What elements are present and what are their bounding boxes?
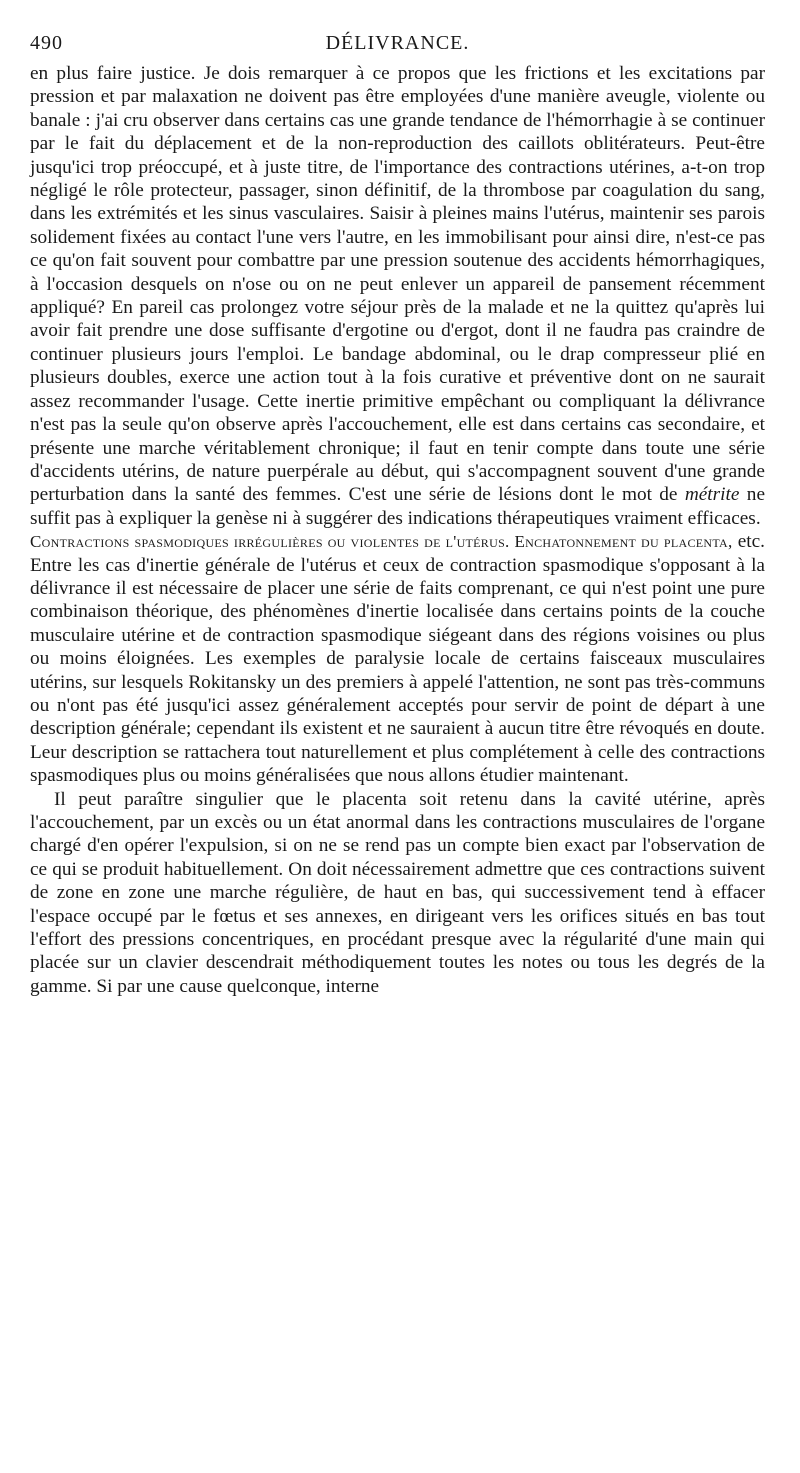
running-head [30,26,765,58]
paragraph-text-end: ne suffit pas à expliquer la genèse ni à suggérer des indications thérapeutiques vraiment efficaces. [30,484,765,529]
section-heading: Contractions spasmodiques irrégulières ou violentes de l'utérus. Enchatonnement du placenta, [30,532,733,552]
running-title: DÉLIVRANCE. [325,32,470,54]
paragraph [30,788,765,999]
paragraph-text: Entre les cas d'inertie générale de l'utérus et ceux de contraction spasmodique s'opposant à la délivrance il est nécessaire de placer une série de faits comprenant, ce qui n'est point une pure combinaison théorique, des phénomènes d'inertie localisée dans certains points de la couche musculaire utérine et de contraction spasmodique siégeant dans des régions voisines ou plus ou moins éloignées. Les exemples de paralysie locale de certains faisceaux musculaires utérins, sur lesquels Rokitansky un des premiers à appelé l'attention, ne sont pas très-communs ou n'ont pas été jusqu'ici assez généralement acceptés pour servir de point de départ à une description générale; cependant ils existent et ne sauraient à aucun titre être révoqués en doute. Leur description se rattachera tout naturellement et plus complétement à celle des contractions spasmodiques plus ou moins généralisées que nous allons étudier maintenant. [30,554,765,787]
paragraph-continuation [30,62,765,530]
page-number: 490 [30,32,63,54]
italic-term: métrite [684,484,740,506]
section-heading-tail: etc. [737,531,765,553]
book-page [30,26,765,998]
paragraph-text: en plus faire justice. Je dois remarquer à ce propos que les frictions et les excitations par pression et par malaxation ne doivent pas être employées d'une manière aveugle, violente ou banale : j'ai cru observer dans certains cas une grande tendance de l'hémorrhagie à se continuer par le fait du déplacement et de la non-reproduction des caillots oblitérateurs. Peut-être jusqu'ici trop préoccupé, et à juste titre, de l'importance des contractions utérines, a-t-on trop négligé le rôle protecteur, passager, sinon définitif, de la thrombose par coagulation du sang, dans les extrémités et les sinus vasculaires. Saisir à pleines mains l'utérus, maintenir ses parois solidement fixées au contact l'une vers l'autre, en les immobilisant pour ainsi dire, n'est-ce pas ce qu'on fait souvent pour combattre par une pression soutenue des accidents hémorrhagiques, à l'occasion desquels on n'ose ou on ne peut enlever un appareil de pansement récemment appliqué? En pareil cas prolongez votre séjour près de la malade et ne la quittez qu'après lui avoir fait prendre une dose suffisante d'ergotine ou d'ergot, dont il ne faudra pas craindre de continuer plusieurs jours l'emploi. Le bandage abdominal, ou le drap compresseur plié en plusieurs doubles, exerce une action tout à la fois curative et préventive dont on ne saurait assez recommander l'usage. Cette inertie primitive empêchant ou compliquant la délivrance n'est pas la seule qu'on observe après l'accouchement, elle est dans certains cas secondaire, et présente une marche véritablement chronique; il faut en tenir compte dans toute une série d'accidents utérins, de nature puerpérale au début, qui s'accompagnent souvent d'une grande perturbation dans la santé des femmes. C'est une série de lésions dont le mot de [30,63,765,506]
paragraph-text: Il peut paraître singulier que le placenta soit retenu dans la cavité utérine, après l'accouchement, par un excès ou un état anormal dans les contractions musculaires de l'organe chargé d'en opérer l'expulsion, si on ne se rend pas un compte bien exact par l'observation de ce qui se produit habituellement. On doit nécessairement admettre que ces contractions suivent de zone en zone une marche régulière, de haut en bas, qui successivement tend à effacer l'espace occupé par le fœtus et ses annexes, en dirigeant vers les orifices situés en bas tout l'effort des pressions concentriques, en procédant presque avec la régularité d'une main qui placée sur un clavier descendrait méthodiquement toutes les notes ou tous les degrés de la gamme. Si par une cause quelconque, interne [30,788,765,997]
paragraph-section-start [30,530,765,787]
